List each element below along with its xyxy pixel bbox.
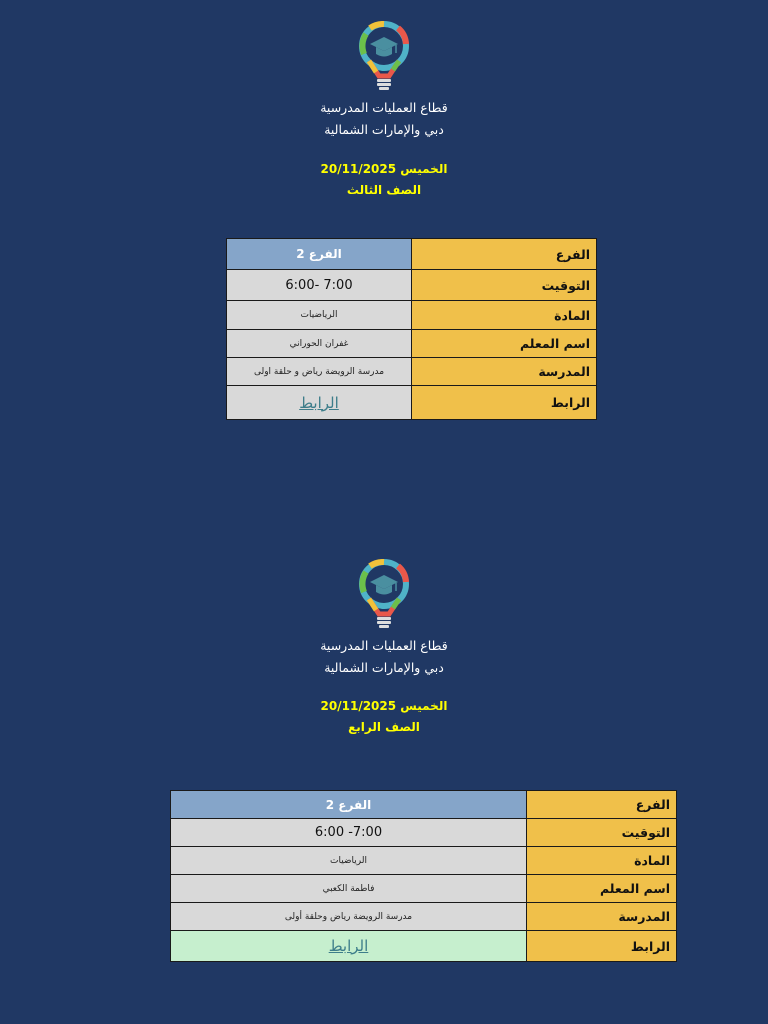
school-label: المدرسة	[527, 903, 677, 931]
branch-label: الفرع	[527, 791, 677, 819]
table-row	[171, 791, 677, 819]
teacher-label: اسم المعلم	[527, 875, 677, 903]
table-row	[227, 330, 597, 358]
organization-name-line2: دبي والإمارات الشمالية	[324, 122, 444, 137]
subject-label: المادة	[412, 301, 597, 330]
table-row	[227, 386, 597, 420]
link-label: الرابط	[527, 931, 677, 962]
session-date: الخميس 20/11/2025	[320, 162, 448, 176]
link-cell	[227, 386, 412, 420]
branch-value: الفرع 2	[227, 239, 412, 270]
school-value: مدرسة الرويضة رياض و حلقة اولى	[227, 358, 412, 386]
link-cell	[171, 931, 527, 962]
table-row	[227, 270, 597, 301]
branch-label: الفرع	[412, 239, 597, 270]
time-value: 6:00 -7:00	[171, 819, 527, 847]
school-value: مدرسة الرويضة رياض وحلقة أولى	[171, 903, 527, 931]
table-row	[171, 819, 677, 847]
table-row	[171, 931, 677, 962]
table-row	[227, 358, 597, 386]
session-info-table	[170, 790, 677, 962]
table-row	[171, 903, 677, 931]
time-label: التوقيت	[527, 819, 677, 847]
link-label: الرابط	[412, 386, 597, 420]
subject-label: المادة	[527, 847, 677, 875]
table-row	[171, 847, 677, 875]
grade-title: الصف الثالث	[346, 183, 422, 197]
teacher-value: غفران الحوراني	[227, 330, 412, 358]
organization-name-line2: دبي والإمارات الشمالية	[324, 660, 444, 675]
teacher-label: اسم المعلم	[412, 330, 597, 358]
lightbulb-graduation-cap-icon	[356, 558, 412, 632]
session-info-table	[226, 238, 597, 420]
grade-title: الصف الرابع	[348, 720, 420, 734]
organization-name-line1: قطاع العمليات المدرسية	[320, 100, 448, 115]
teacher-value: فاطمة الكعبي	[171, 875, 527, 903]
organization-name-line1: قطاع العمليات المدرسية	[320, 638, 448, 653]
school-label: المدرسة	[412, 358, 597, 386]
table-row	[227, 239, 597, 270]
subject-value: الرياضيات	[171, 847, 527, 875]
time-value: 6:00- 7:00	[227, 270, 412, 301]
meeting-link[interactable]: الرابط	[299, 393, 339, 412]
table-row	[227, 301, 597, 330]
lightbulb-graduation-cap-icon	[356, 20, 412, 94]
session-date: الخميس 20/11/2025	[320, 699, 448, 713]
table-row	[171, 875, 677, 903]
time-label: التوقيت	[412, 270, 597, 301]
branch-value: الفرع 2	[171, 791, 527, 819]
meeting-link[interactable]: الرابط	[328, 937, 369, 955]
subject-value: الرياضيات	[227, 301, 412, 330]
